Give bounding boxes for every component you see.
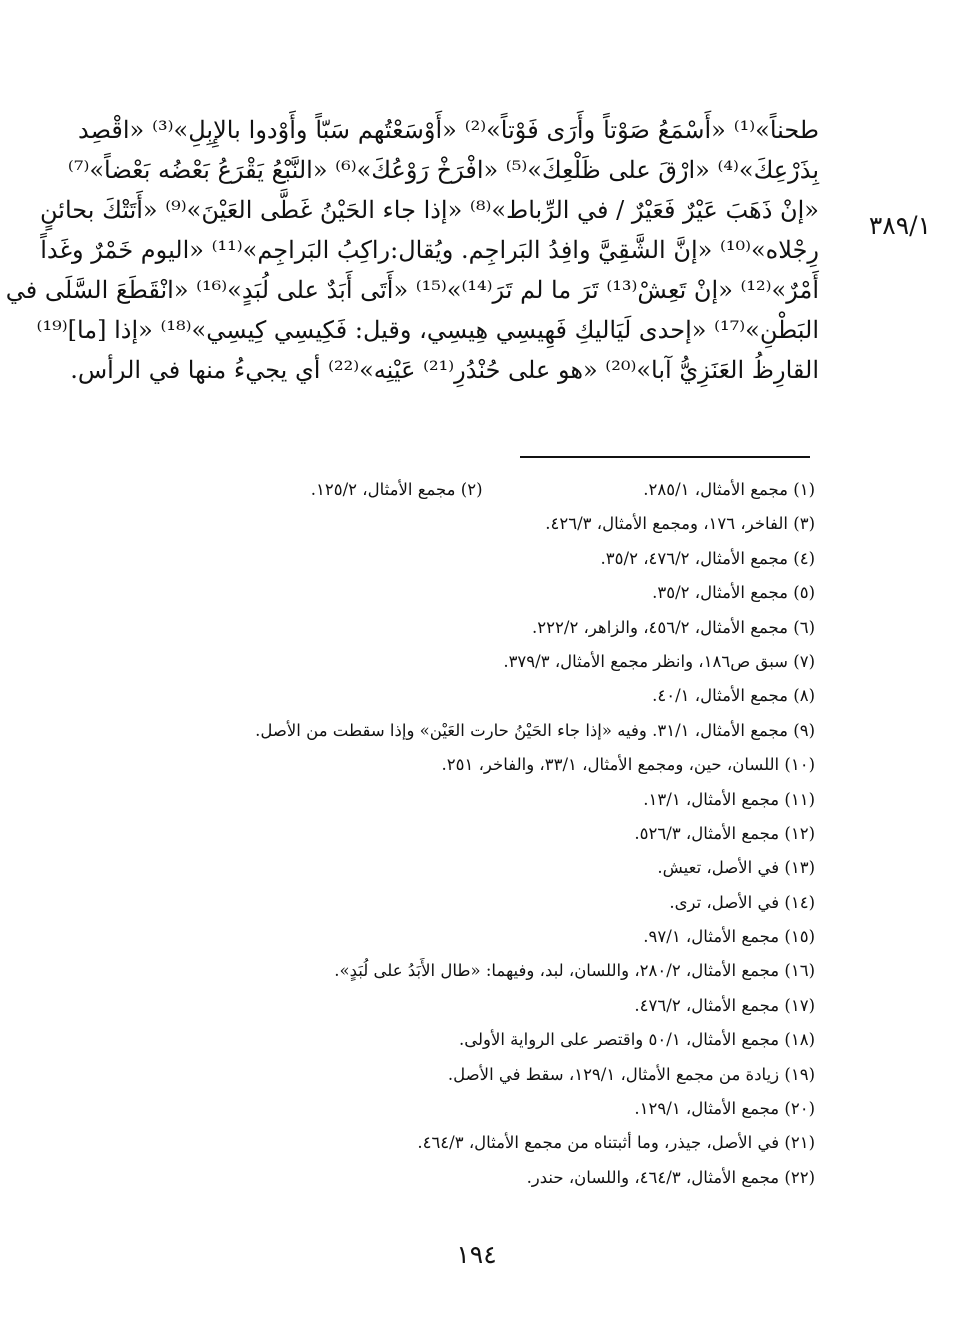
footnote: (١٨) مجمع الأمثال، ٥٠/١ واقتصر على الرواية الأولى.: [458, 1030, 815, 1050]
main-text-line: البَطْنِ»⁽¹⁷⁾ «إحدى لَيَاليكِ فَهِيسِي هِيسِي، وقيل: فَكِيسِي كِيسِي»⁽¹⁸⁾ «إذا [ما]⁽¹⁹⁾: [36, 316, 819, 344]
footnote: (١٠) اللسان، حين، ومجمع الأمثال، ٣٣/١، والفاخر، ٢٥١.: [441, 755, 815, 775]
footnote: (٨) مجمع الأمثال، ٤٠/١.: [652, 686, 815, 706]
footnote-row: [150, 473, 815, 507]
footnote: (١٧) مجمع الأمثال، ٤٧٦/٢.: [634, 995, 815, 1015]
footnote: (١٢) مجمع الأمثال، ٥٢٦/٣.: [634, 823, 815, 843]
margin-reference: ٣٨٩/١: [868, 211, 931, 240]
footnote: (١) مجمع الأمثال، ٢٨٥/١.: [643, 480, 815, 499]
footnote: (١٣) في الأصل، تعيش.: [657, 858, 815, 878]
footnote: (٢٠) مجمع الأمثال، ١٢٩/١.: [634, 1099, 815, 1119]
footnote: (٣) الفاخر، ١٧٦، ومجمع الأمثال، ٤٢٦/٣.: [545, 514, 815, 534]
main-text: [5, 110, 819, 390]
footnote: (١٥) مجمع الأمثال، ٩٧/١.: [643, 927, 815, 947]
main-text-line: القارِظُ العَنَزِيُّ آبا»⁽²⁰⁾ «هو على حُنْدُرِ⁽²¹⁾ عَيْنِه»⁽²²⁾ أي يجيءُ منها في الرأس.: [70, 356, 819, 384]
footnote: (١٤) في الأصل، ترى.: [669, 892, 815, 912]
footnotes: [150, 473, 815, 1195]
page-number: ١٩٤: [456, 1240, 497, 1269]
footnote: (١٩) زيادة من مجمع الأمثال، ١٢٩/١، سقط في الأصل.: [447, 1064, 815, 1084]
footnote: (٢) مجمع الأمثال، ١٢٥/٢.: [310, 480, 483, 499]
footnote: (٤) مجمع الأمثال، ٤٧٦/٢، ٣٥/٢.: [600, 548, 815, 568]
main-text-line: بِذَرْعِكَ»⁽⁴⁾ «ارْقَ على ظَلْعِكَ»⁽⁵⁾ «افْرَخْ رَوْعُكَ»⁽⁶⁾ «النَّبْعُ يَقْرَعُ بَعْضُه بَعْضاً»⁽⁷⁾: [67, 156, 819, 184]
footnote-separator: [520, 456, 810, 458]
footnote: (٦) مجمع الأمثال، ٤٥٦/٢، والزاهر، ٢٢٢/٢.: [532, 617, 815, 637]
footnote: (٩) مجمع الأمثال، ٣١/١. وفيه «إذا جاء الحَيْنُ حارت العَيْن» وإذا سقطت من الأصل.: [255, 720, 815, 740]
main-text-line: أَمْرٌ»⁽¹²⁾ «إنْ تَعِشْ⁽¹³⁾ تَرَ ما لم تَرَ⁽¹⁴⁾»⁽¹⁵⁾ «أَتَى أَبَدٌ على لُبَدٍ»⁽¹⁶⁾ «انْقَطَعَ السَّلَى في: [5, 276, 819, 304]
footnote: (٢٢) مجمع الأمثال، ٤٦٤/٣، واللسان، حندر.: [526, 1167, 815, 1187]
footnote: (١١) مجمع الأمثال، ١٣/١.: [643, 789, 815, 809]
main-text-line: «إنْ ذَهَبَ عَيْرٌ فَعَيْرٌ / في الرِّباط»⁽⁸⁾ «إذا جاء الحَيْنُ غَطَّى العَيْنَ»⁽⁹⁾ «أَتَتْكَ بحائنٍ: [40, 196, 819, 224]
main-text-line: طحناً»⁽¹⁾ «أَسْمَعُ صَوْتاً وأَرَى فَوْتاً»⁽²⁾ «أَوْسَعْتُهم سَبّاً وأَوْدوا بالإِبِلِ»⁽³⁾ «اقْصِد: [78, 116, 819, 144]
footnote: (٧) سبق ص١٨٦، وانظر مجمع الأمثال، ٣٧٩/٣.: [503, 651, 815, 671]
footnote: (٥) مجمع الأمثال، ٣٥/٢.: [652, 583, 815, 603]
footnote: (٢١) في الأصل، جيذر، وما أثبتناه من مجمع الأمثال، ٤٦٤/٣.: [417, 1133, 815, 1153]
footnote: (١٦) مجمع الأمثال، ٢٨٠/٢، واللسان، لبد، وفيهما: «طال الأَبَدُ على لُبَدٍ».: [334, 961, 815, 981]
main-text-line: رِجْلاه»⁽¹⁰⁾ «إنَّ الشَّقِيَّ وافِدُ البَراجِم. ويُقال:راكِبُ البَراجِم»⁽¹¹⁾ «اليوم خَمْرٌ وغَداً: [40, 236, 819, 264]
